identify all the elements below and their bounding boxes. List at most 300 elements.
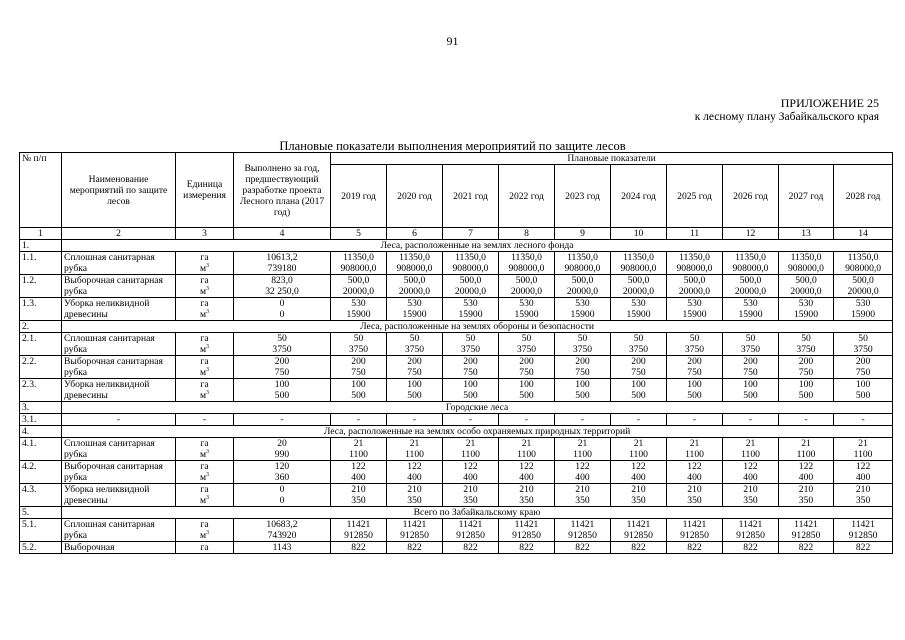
plan-value-2024: 3750 bbox=[611, 344, 667, 356]
plan-value-2019: 122 bbox=[331, 461, 387, 473]
plan-value-2028: 20000,0 bbox=[834, 286, 893, 298]
table-row bbox=[20, 298, 893, 310]
plan-value-2021: 21 bbox=[443, 438, 499, 450]
plan-value-2019: 50 bbox=[331, 333, 387, 345]
plan-value-2019: 908000,0 bbox=[331, 263, 387, 275]
plan-value-2021: 500 bbox=[443, 390, 499, 402]
plan-value-2028: 100 bbox=[834, 379, 893, 391]
plan-value-2028: 908000,0 bbox=[834, 263, 893, 275]
plan-value-2022: 200 bbox=[499, 356, 555, 368]
unit-ha: га bbox=[176, 333, 234, 345]
plan-value-2026: 350 bbox=[723, 495, 779, 507]
plan-value-2020: 500 bbox=[387, 390, 443, 402]
header-year-5: 2023 год bbox=[555, 165, 611, 228]
plan-value-2023: 11350,0 bbox=[555, 252, 611, 264]
plan-value-2025: 500,0 bbox=[667, 275, 723, 287]
measure-name: Уборка неликвидной древесины bbox=[62, 298, 176, 321]
plan-value-2025: 200 bbox=[667, 356, 723, 368]
unit-superscript: 3 bbox=[206, 263, 210, 269]
plan-value-2024: 11350,0 bbox=[611, 252, 667, 264]
unit-ha: га bbox=[176, 461, 234, 473]
unit-ha: га bbox=[176, 438, 234, 450]
column-number-12: 12 bbox=[723, 228, 779, 240]
done-value: 200 bbox=[234, 356, 331, 368]
plan-value-2025: 50 bbox=[667, 333, 723, 345]
plan-value-2024: 908000,0 bbox=[611, 263, 667, 275]
plan-value-2024: 912850 bbox=[611, 530, 667, 542]
header-year-3: 2021 год bbox=[443, 165, 499, 228]
unit-ha: га bbox=[176, 356, 234, 368]
plan-value-2019: 210 bbox=[331, 484, 387, 496]
row-number: 5.1. bbox=[20, 519, 62, 542]
column-number-9: 9 bbox=[555, 228, 611, 240]
plan-value-2027: 210 bbox=[779, 484, 834, 496]
plan-value-2026: 3750 bbox=[723, 344, 779, 356]
plan-value-2022: 822 bbox=[499, 542, 555, 554]
forest-protection-table bbox=[19, 152, 893, 554]
plan-value-2027: 11350,0 bbox=[779, 252, 834, 264]
unit-m3: $м^3$ bbox=[176, 263, 234, 275]
section-row bbox=[20, 240, 893, 252]
plan-value-2019: 350 bbox=[331, 495, 387, 507]
plan-value-2019: 200 bbox=[331, 356, 387, 368]
done-value: 0 bbox=[234, 484, 331, 496]
done-value: 743920 bbox=[234, 530, 331, 542]
plan-value-2020: 3750 bbox=[387, 344, 443, 356]
plan-value-2021: 210 bbox=[443, 484, 499, 496]
plan-value-2020: 908000,0 bbox=[387, 263, 443, 275]
plan-value-2020: 530 bbox=[387, 298, 443, 310]
unit-ha: га bbox=[176, 252, 234, 264]
plan-value-2026: 750 bbox=[723, 367, 779, 379]
plan-value-2021: 400 bbox=[443, 472, 499, 484]
plan-value-2026: 11421 bbox=[723, 519, 779, 531]
done-value: 10613,2 bbox=[234, 252, 331, 264]
section-title: Леса, расположенные на землях лесного фонда bbox=[62, 240, 893, 252]
plan-value-2021: 3750 bbox=[443, 344, 499, 356]
section-title: Городские леса bbox=[62, 402, 893, 414]
unit-superscript: 3 bbox=[206, 367, 210, 373]
plan-value-2027: 912850 bbox=[779, 530, 834, 542]
dash-cell-12: - bbox=[779, 414, 834, 426]
plan-value-2028: 912850 bbox=[834, 530, 893, 542]
plan-value-2021: 20000,0 bbox=[443, 286, 499, 298]
plan-value-2028: 350 bbox=[834, 495, 893, 507]
plan-value-2028: 11421 bbox=[834, 519, 893, 531]
plan-value-2020: 750 bbox=[387, 367, 443, 379]
section-number: 3. bbox=[20, 402, 62, 414]
plan-value-2025: 908000,0 bbox=[667, 263, 723, 275]
table-row bbox=[20, 484, 893, 496]
plan-value-2028: 500,0 bbox=[834, 275, 893, 287]
plan-value-2028: 3750 bbox=[834, 344, 893, 356]
plan-value-2023: 750 bbox=[555, 367, 611, 379]
plan-value-2025: 11350,0 bbox=[667, 252, 723, 264]
plan-value-2026: 1100 bbox=[723, 449, 779, 461]
plan-value-2026: 400 bbox=[723, 472, 779, 484]
appendix-title: ПРИЛОЖЕНИЕ 25 bbox=[780, 96, 879, 110]
plan-value-2026: 500 bbox=[723, 390, 779, 402]
measure-name: Выборочная санитарная рубка bbox=[62, 275, 176, 298]
plan-value-2022: 350 bbox=[499, 495, 555, 507]
unit-superscript: 3 bbox=[206, 390, 210, 396]
plan-value-2024: 21 bbox=[611, 438, 667, 450]
plan-value-2023: 500,0 bbox=[555, 275, 611, 287]
plan-value-2026: 822 bbox=[723, 542, 779, 554]
plan-value-2028: 822 bbox=[834, 542, 893, 554]
plan-value-2026: 200 bbox=[723, 356, 779, 368]
header-unit: Единица измерения bbox=[176, 153, 234, 228]
plan-value-2024: 400 bbox=[611, 472, 667, 484]
plan-value-2019: 1100 bbox=[331, 449, 387, 461]
plan-value-2027: 400 bbox=[779, 472, 834, 484]
plan-value-2023: 100 bbox=[555, 379, 611, 391]
plan-value-2019: 11421 bbox=[331, 519, 387, 531]
plan-value-2027: 908000,0 bbox=[779, 263, 834, 275]
table-row bbox=[20, 252, 893, 264]
measure-name: Сплошная санитарная рубка bbox=[62, 333, 176, 356]
plan-value-2020: 400 bbox=[387, 472, 443, 484]
section-row bbox=[20, 426, 893, 438]
column-number-13: 13 bbox=[779, 228, 834, 240]
plan-value-2028: 210 bbox=[834, 484, 893, 496]
plan-value-2022: 15900 bbox=[499, 309, 555, 321]
plan-value-2020: 20000,0 bbox=[387, 286, 443, 298]
plan-value-2023: 200 bbox=[555, 356, 611, 368]
plan-value-2021: 15900 bbox=[443, 309, 499, 321]
plan-value-2028: 500 bbox=[834, 390, 893, 402]
plan-value-2022: 100 bbox=[499, 379, 555, 391]
plan-value-2028: 122 bbox=[834, 461, 893, 473]
plan-value-2027: 15900 bbox=[779, 309, 834, 321]
plan-value-2025: 100 bbox=[667, 379, 723, 391]
table-row bbox=[20, 519, 893, 531]
plan-value-2027: 3750 bbox=[779, 344, 834, 356]
appendix-note bbox=[695, 96, 879, 124]
plan-value-2024: 822 bbox=[611, 542, 667, 554]
unit-ha: га bbox=[176, 298, 234, 310]
plan-value-2019: 400 bbox=[331, 472, 387, 484]
done-value: 739180 bbox=[234, 263, 331, 275]
plan-value-2021: 1100 bbox=[443, 449, 499, 461]
plan-value-2022: 21 bbox=[499, 438, 555, 450]
plan-value-2023: 11421 bbox=[555, 519, 611, 531]
row-number: 4.3. bbox=[20, 484, 62, 507]
done-value: 0 bbox=[234, 298, 331, 310]
plan-value-2024: 1100 bbox=[611, 449, 667, 461]
plan-value-2025: 15900 bbox=[667, 309, 723, 321]
row-number: 4.2. bbox=[20, 461, 62, 484]
table-row bbox=[20, 461, 893, 473]
table-row bbox=[20, 379, 893, 391]
table-row bbox=[20, 333, 893, 345]
plan-value-2027: 11421 bbox=[779, 519, 834, 531]
measure-name: Выборочная bbox=[62, 542, 176, 554]
plan-value-2026: 15900 bbox=[723, 309, 779, 321]
column-number-1: 1 bbox=[20, 228, 62, 240]
unit-superscript: 3 bbox=[206, 472, 210, 478]
plan-value-2026: 11350,0 bbox=[723, 252, 779, 264]
done-value: 990 bbox=[234, 449, 331, 461]
row-number: 1.2. bbox=[20, 275, 62, 298]
plan-value-2025: 400 bbox=[667, 472, 723, 484]
plan-value-2025: 912850 bbox=[667, 530, 723, 542]
plan-value-2024: 200 bbox=[611, 356, 667, 368]
plan-value-2022: 11421 bbox=[499, 519, 555, 531]
unit-m3: $м^3$ bbox=[176, 286, 234, 298]
plan-value-2023: 50 bbox=[555, 333, 611, 345]
header-year-7: 2025 год bbox=[667, 165, 723, 228]
plan-value-2021: 500,0 bbox=[443, 275, 499, 287]
plan-value-2020: 11350,0 bbox=[387, 252, 443, 264]
plan-value-2028: 200 bbox=[834, 356, 893, 368]
done-value: 0 bbox=[234, 309, 331, 321]
plan-value-2019: 3750 bbox=[331, 344, 387, 356]
unit-m3: $м^3$ bbox=[176, 449, 234, 461]
plan-value-2023: 3750 bbox=[555, 344, 611, 356]
plan-value-2024: 15900 bbox=[611, 309, 667, 321]
plan-value-2022: 500,0 bbox=[499, 275, 555, 287]
plan-value-2025: 122 bbox=[667, 461, 723, 473]
measure-name: Сплошная санитарная рубка bbox=[62, 252, 176, 275]
plan-value-2023: 500 bbox=[555, 390, 611, 402]
unit-m3: $м^3$ bbox=[176, 472, 234, 484]
unit-m3: $м^3$ bbox=[176, 367, 234, 379]
plan-value-2020: 822 bbox=[387, 542, 443, 554]
plan-value-2024: 50 bbox=[611, 333, 667, 345]
done-value: 100 bbox=[234, 379, 331, 391]
plan-value-2024: 750 bbox=[611, 367, 667, 379]
section-row bbox=[20, 321, 893, 333]
done-value: 20 bbox=[234, 438, 331, 450]
done-value: 120 bbox=[234, 461, 331, 473]
header-name: Наименование мероприятий по защите лесов bbox=[62, 153, 176, 228]
plan-value-2025: 500 bbox=[667, 390, 723, 402]
measure-name: Выборочная санитарная рубка bbox=[62, 356, 176, 379]
column-number-2: 2 bbox=[62, 228, 176, 240]
row-number: 1.3. bbox=[20, 298, 62, 321]
plan-value-2023: 822 bbox=[555, 542, 611, 554]
dash-cell-10: - bbox=[667, 414, 723, 426]
column-number-3: 3 bbox=[176, 228, 234, 240]
header-year-9: 2027 год bbox=[779, 165, 834, 228]
row-number: 4.1. bbox=[20, 438, 62, 461]
plan-value-2024: 122 bbox=[611, 461, 667, 473]
plan-value-2025: 530 bbox=[667, 298, 723, 310]
plan-value-2023: 21 bbox=[555, 438, 611, 450]
plan-value-2021: 750 bbox=[443, 367, 499, 379]
dash-cell-11: - bbox=[723, 414, 779, 426]
unit-m3: $м^3$ bbox=[176, 309, 234, 321]
unit-superscript: 3 bbox=[206, 309, 210, 315]
unit-superscript: 3 bbox=[206, 286, 210, 292]
plan-value-2021: 50 bbox=[443, 333, 499, 345]
column-numbers-row bbox=[20, 228, 893, 240]
plan-value-2026: 210 bbox=[723, 484, 779, 496]
unit-m3: $м^3$ bbox=[176, 390, 234, 402]
plan-value-2028: 400 bbox=[834, 472, 893, 484]
plan-value-2027: 750 bbox=[779, 367, 834, 379]
dash-cell-13: - bbox=[834, 414, 893, 426]
plan-value-2022: 20000,0 bbox=[499, 286, 555, 298]
plan-value-2020: 122 bbox=[387, 461, 443, 473]
header-year-8: 2026 год bbox=[723, 165, 779, 228]
plan-value-2022: 400 bbox=[499, 472, 555, 484]
done-value: 32 250,0 bbox=[234, 286, 331, 298]
section-row bbox=[20, 402, 893, 414]
plan-value-2027: 122 bbox=[779, 461, 834, 473]
plan-value-2022: 500 bbox=[499, 390, 555, 402]
plan-value-2019: 500,0 bbox=[331, 275, 387, 287]
plan-value-2019: 912850 bbox=[331, 530, 387, 542]
section-number: 4. bbox=[20, 426, 62, 438]
plan-value-2023: 20000,0 bbox=[555, 286, 611, 298]
plan-value-2019: 500 bbox=[331, 390, 387, 402]
plan-value-2022: 210 bbox=[499, 484, 555, 496]
plan-value-2023: 912850 bbox=[555, 530, 611, 542]
header-year-1: 2019 год bbox=[331, 165, 387, 228]
plan-value-2020: 15900 bbox=[387, 309, 443, 321]
plan-value-2028: 11350,0 bbox=[834, 252, 893, 264]
plan-value-2028: 21 bbox=[834, 438, 893, 450]
dash-cell-4: - bbox=[331, 414, 387, 426]
plan-value-2023: 210 bbox=[555, 484, 611, 496]
column-number-10: 10 bbox=[611, 228, 667, 240]
plan-value-2028: 750 bbox=[834, 367, 893, 379]
unit-ha: га bbox=[176, 275, 234, 287]
dash-cell-5: - bbox=[387, 414, 443, 426]
plan-value-2022: 11350,0 bbox=[499, 252, 555, 264]
plan-value-2025: 1100 bbox=[667, 449, 723, 461]
plan-value-2027: 500,0 bbox=[779, 275, 834, 287]
unit-superscript: 3 bbox=[206, 344, 210, 350]
section-title: Леса, расположенные на землях обороны и безопасности bbox=[62, 321, 893, 333]
plan-value-2025: 750 bbox=[667, 367, 723, 379]
column-number-6: 6 bbox=[387, 228, 443, 240]
plan-value-2026: 500,0 bbox=[723, 275, 779, 287]
unit-ha: га bbox=[176, 379, 234, 391]
dash-cell-1: - bbox=[62, 414, 176, 426]
unit-m3: $м^3$ bbox=[176, 495, 234, 507]
plan-value-2022: 750 bbox=[499, 367, 555, 379]
dash-cell-7: - bbox=[499, 414, 555, 426]
plan-value-2027: 822 bbox=[779, 542, 834, 554]
unit-superscript: 3 bbox=[206, 449, 210, 455]
plan-value-2027: 100 bbox=[779, 379, 834, 391]
plan-value-2019: 530 bbox=[331, 298, 387, 310]
plan-value-2027: 1100 bbox=[779, 449, 834, 461]
plan-value-2019: 15900 bbox=[331, 309, 387, 321]
plan-value-2026: 100 bbox=[723, 379, 779, 391]
plan-value-2026: 912850 bbox=[723, 530, 779, 542]
header-year-2: 2020 год bbox=[387, 165, 443, 228]
plan-value-2020: 912850 bbox=[387, 530, 443, 542]
plan-value-2025: 11421 bbox=[667, 519, 723, 531]
plan-value-2020: 210 bbox=[387, 484, 443, 496]
table-row bbox=[20, 542, 893, 554]
plan-value-2022: 530 bbox=[499, 298, 555, 310]
plan-value-2019: 20000,0 bbox=[331, 286, 387, 298]
plan-value-2021: 11421 bbox=[443, 519, 499, 531]
plan-value-2020: 11421 bbox=[387, 519, 443, 531]
row-number: 3.1. bbox=[20, 414, 62, 426]
plan-value-2020: 21 bbox=[387, 438, 443, 450]
section-title: Леса, расположенные на землях особо охраняемых природных территорий bbox=[62, 426, 893, 438]
column-number-11: 11 bbox=[667, 228, 723, 240]
plan-value-2026: 20000,0 bbox=[723, 286, 779, 298]
plan-value-2021: 100 bbox=[443, 379, 499, 391]
plan-value-2028: 530 bbox=[834, 298, 893, 310]
section-row bbox=[20, 507, 893, 519]
plan-value-2028: 15900 bbox=[834, 309, 893, 321]
unit-m3: $м^3$ bbox=[176, 344, 234, 356]
plan-value-2028: 1100 bbox=[834, 449, 893, 461]
unit-ha: га bbox=[176, 519, 234, 531]
plan-value-2025: 350 bbox=[667, 495, 723, 507]
plan-value-2023: 15900 bbox=[555, 309, 611, 321]
done-value: 50 bbox=[234, 333, 331, 345]
plan-value-2022: 1100 bbox=[499, 449, 555, 461]
header-year-10: 2028 год bbox=[834, 165, 893, 228]
plan-value-2023: 530 bbox=[555, 298, 611, 310]
done-value: 823,0 bbox=[234, 275, 331, 287]
plan-value-2026: 50 bbox=[723, 333, 779, 345]
plan-value-2025: 21 bbox=[667, 438, 723, 450]
plan-value-2021: 912850 bbox=[443, 530, 499, 542]
column-number-14: 14 bbox=[834, 228, 893, 240]
measure-name: Выборочная санитарная рубка bbox=[62, 461, 176, 484]
table-title: Плановые показатели выполнения мероприятий по защите лесов bbox=[279, 139, 626, 153]
plan-value-2023: 1100 bbox=[555, 449, 611, 461]
plan-value-2026: 21 bbox=[723, 438, 779, 450]
column-number-5: 5 bbox=[331, 228, 387, 240]
done-value: 360 bbox=[234, 472, 331, 484]
table-row bbox=[20, 414, 893, 426]
plan-value-2027: 20000,0 bbox=[779, 286, 834, 298]
unit-ha: га bbox=[176, 484, 234, 496]
header-year-6: 2024 год bbox=[611, 165, 667, 228]
measure-name: Сплошная санитарная рубка bbox=[62, 438, 176, 461]
done-value: 1143 bbox=[234, 542, 331, 554]
plan-value-2022: 912850 bbox=[499, 530, 555, 542]
column-number-8: 8 bbox=[499, 228, 555, 240]
section-number: 1. bbox=[20, 240, 62, 252]
plan-value-2020: 350 bbox=[387, 495, 443, 507]
measure-name: Уборка неликвидной древесины bbox=[62, 379, 176, 402]
plan-value-2021: 200 bbox=[443, 356, 499, 368]
plan-value-2024: 100 bbox=[611, 379, 667, 391]
row-number: 2.1. bbox=[20, 333, 62, 356]
plan-value-2024: 530 bbox=[611, 298, 667, 310]
dash-cell-6: - bbox=[443, 414, 499, 426]
plan-value-2021: 122 bbox=[443, 461, 499, 473]
plan-value-2020: 200 bbox=[387, 356, 443, 368]
plan-value-2019: 11350,0 bbox=[331, 252, 387, 264]
plan-value-2020: 50 bbox=[387, 333, 443, 345]
plan-value-2021: 908000,0 bbox=[443, 263, 499, 275]
table-row bbox=[20, 356, 893, 368]
plan-value-2021: 11350,0 bbox=[443, 252, 499, 264]
plan-value-2020: 1100 bbox=[387, 449, 443, 461]
appendix-subtitle: к лесному плану Забайкальского края bbox=[694, 111, 879, 123]
row-number: 2.2. bbox=[20, 356, 62, 379]
section-title: Всего по Забайкальскому краю bbox=[62, 507, 893, 519]
plan-value-2024: 210 bbox=[611, 484, 667, 496]
dash-cell-8: - bbox=[555, 414, 611, 426]
page-number: 91 bbox=[446, 34, 459, 48]
measure-name: Сплошная санитарная рубка bbox=[62, 519, 176, 542]
plan-value-2023: 350 bbox=[555, 495, 611, 507]
